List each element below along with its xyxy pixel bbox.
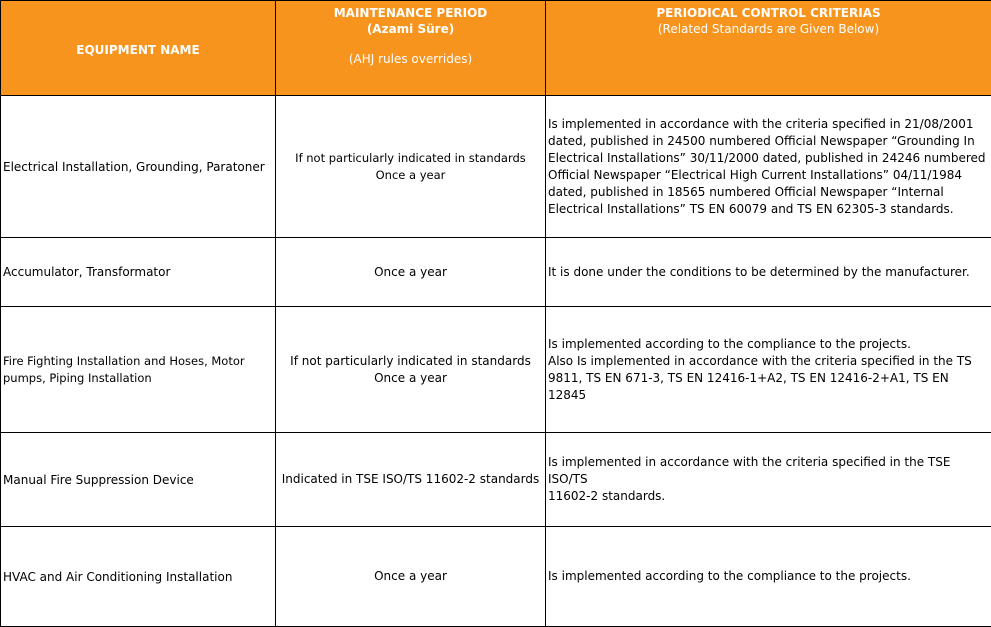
header-equipment-name xyxy=(1,1,276,96)
period-cell xyxy=(276,433,546,527)
criteria-cell xyxy=(546,307,991,433)
header-equipment-label: EQUIPMENT NAME xyxy=(3,42,273,58)
criteria-line: 11602-2 standards. xyxy=(548,488,989,505)
criteria-line: 12845 xyxy=(548,387,989,404)
criteria-line: dated, published in 24500 numbered Official Newspaper “Grounding In xyxy=(548,133,989,150)
equipment-line: Fire Fighting Installation and Hoses, Motor xyxy=(3,353,273,370)
criteria-line: Electrical Installations” TS EN 60079 and TS EN 62305-3 standards. xyxy=(548,201,989,218)
period-line: If not particularly indicated in standards xyxy=(278,353,543,370)
criteria-line: Is implemented in accordance with the criteria specified in the TSE ISO/TS xyxy=(548,454,989,488)
criteria-line: Is implemented in accordance with the criteria specified in 21/08/2001 xyxy=(548,116,989,133)
header-gap xyxy=(278,37,543,51)
criteria-line: Is implemented according to the compliance to the projects. xyxy=(548,336,989,353)
table-row xyxy=(1,96,991,238)
criteria-line: Electrical Installations” 30/11/2000 dated, published in 24246 numbered xyxy=(548,150,989,167)
period-cell xyxy=(276,238,546,307)
equipment-cell: HVAC and Air Conditioning Installation xyxy=(1,527,276,627)
period-cell xyxy=(276,307,546,433)
criteria-line: It is done under the conditions to be determined by the manufacturer. xyxy=(548,264,989,281)
criteria-cell xyxy=(546,527,991,627)
header-control-title: PERIODICAL CONTROL CRITERIAS xyxy=(548,5,989,21)
header-maintenance-period xyxy=(276,1,546,96)
criteria-line: Also Is implemented in accordance with the criteria specified in the TS xyxy=(548,353,989,370)
header-control-subtitle: (Related Standards are Given Below) xyxy=(548,21,989,37)
header-maintenance-subtitle: (Azami Süre) xyxy=(278,21,543,37)
period-line: Indicated in TSE ISO/TS 11602-2 standards xyxy=(278,471,543,488)
header-row xyxy=(1,1,991,96)
equipment-cell xyxy=(1,307,276,433)
period-line: Once a year xyxy=(278,167,543,184)
period-line: Once a year xyxy=(278,568,543,585)
period-line: Once a year xyxy=(278,264,543,281)
table-row xyxy=(1,527,991,627)
header-maintenance-note: (AHJ rules overrides) xyxy=(278,51,543,67)
criteria-line: Is implemented according to the compliance to the projects. xyxy=(548,568,989,585)
period-line: If not particularly indicated in standards xyxy=(278,150,543,167)
criteria-cell xyxy=(546,238,991,307)
criteria-line: 9811, TS EN 671-3, TS EN 12416-1+A2, TS EN 12416-2+A1, TS EN xyxy=(548,370,989,387)
criteria-cell xyxy=(546,96,991,238)
table-row xyxy=(1,433,991,527)
period-cell xyxy=(276,96,546,238)
table-row xyxy=(1,238,991,307)
period-cell xyxy=(276,527,546,627)
header-maintenance-title: MAINTENANCE PERIOD xyxy=(278,5,543,21)
equipment-cell: Accumulator, Transformator xyxy=(1,238,276,307)
equipment-cell: Manual Fire Suppression Device xyxy=(1,433,276,527)
period-line: Once a year xyxy=(278,370,543,387)
equipment-line: pumps, Piping Installation xyxy=(3,370,273,387)
criteria-line: Official Newspaper “Electrical High Current Installations” 04/11/1984 xyxy=(548,167,989,184)
criteria-line: dated, published in 18565 numbered Official Newspaper “Internal xyxy=(548,184,989,201)
header-periodical-control xyxy=(546,1,991,96)
equipment-cell: Electrical Installation, Grounding, Paratoner xyxy=(1,96,276,238)
table-row xyxy=(1,307,991,433)
criteria-cell xyxy=(546,433,991,527)
